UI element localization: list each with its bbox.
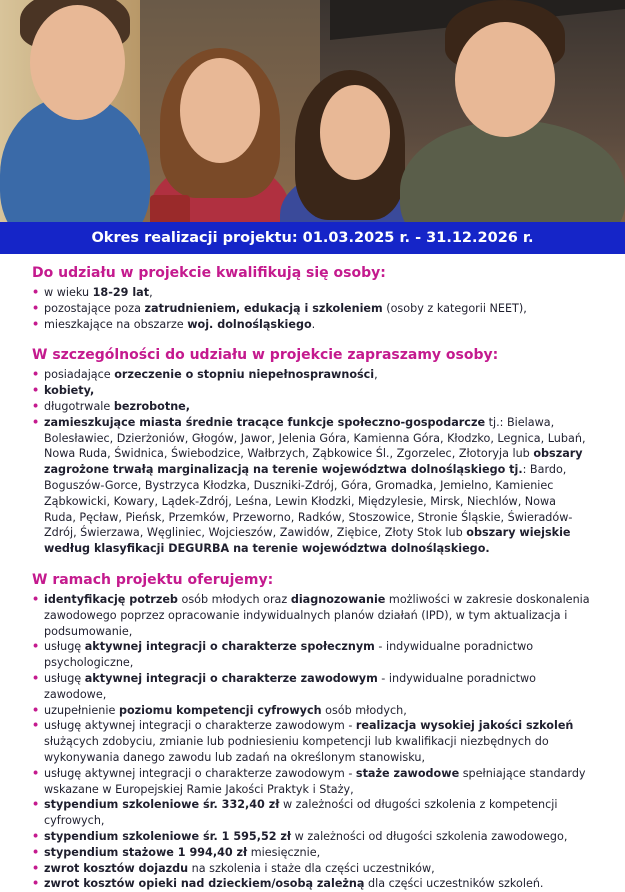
- text: miesięcznie,: [247, 845, 321, 859]
- person-4-face: [455, 22, 555, 137]
- text: usługę aktywnej integracji o charakterze zawodowym -: [44, 719, 356, 733]
- list-item: [32, 285, 591, 301]
- project-period-banner: Okres realizacji projektu: 01.03.2025 r. - 31.12.2026 r.: [0, 222, 625, 254]
- content: [0, 254, 625, 892]
- person-3-face: [320, 85, 390, 180]
- text: usługę aktywnej integracji o charakterze zawodowym -: [44, 766, 356, 780]
- priority-section: [32, 346, 591, 557]
- list-item: [32, 671, 591, 703]
- text: służących zdobyciu, zmianie lub podniesieniu kompetencji lub kwalifikacji niezbędnych do wykonywania danego zawodu lub zadań na określonym stanowisku,: [44, 735, 549, 764]
- offer-list: [32, 592, 591, 892]
- text: usługę: [44, 640, 85, 654]
- text: spełniające standardy wskazane w Europejskiej Ramie Jakości Praktyk i Staży,: [44, 766, 586, 796]
- list-item: [32, 383, 591, 399]
- bold-text: realizacja wysokiej jakości szkoleń: [355, 719, 574, 733]
- text: w zależności od długości szkolenia zawodowego,: [291, 829, 568, 843]
- priority-title: W szczególności do udziału w projekcie zapraszamy osoby:: [32, 347, 499, 364]
- bold-text: obszary zagrożone trwałą marginalizacją na terenie województwa dolnośląskiego tj.: [44, 447, 583, 477]
- bold-text: aktywnej integracji o charakterze społecznym: [84, 640, 375, 654]
- eligibility-section: [32, 264, 591, 332]
- bold-text: zwrot kosztów opieki nad dzieckiem/osobą zależną: [44, 877, 365, 891]
- text: dla części uczestników szkoleń.: [364, 877, 544, 891]
- offer-title: W ramach projektu oferujemy:: [32, 571, 274, 588]
- person-2-face: [180, 58, 260, 163]
- text: .: [311, 317, 316, 331]
- text: - indywidualne poradnictwo zawodowe,: [44, 671, 536, 701]
- list-item: [32, 829, 591, 845]
- bold-text: bezrobotne,: [113, 399, 191, 413]
- bold-text: woj. dolnośląskiego: [187, 317, 312, 331]
- offer-section: [32, 571, 591, 892]
- bold-text: staże zawodowe: [355, 766, 460, 780]
- text: : Bardo, Boguszów-Gorce, Bystrzyca Kłodzka, Duszniki-Zdrój, Góra, Gromadka, Jemielno, Kamieniec Ząbkowicki, Kowary, Lądek-Zdrój, Leśna, Lewin Kłodzki, Międzylesie, Mirsk, Niechlów, Nowa Ruda, Pęcław, Pieńsk, Przemków, Przeworno, Radków, Stoszowice, Stronie Śląskie, Świeradów-Zdrój, Świerzawa, Węgliniec, Wojcieszów, Zawidów, Ziębice, Złoty Stok lub: [44, 463, 573, 540]
- text: na szkolenia i staże dla części uczestników,: [188, 861, 435, 875]
- list-item: [32, 639, 591, 671]
- bold-text: 18-29 lat: [92, 286, 150, 299]
- text: usługę: [44, 671, 85, 685]
- person-1-face: [30, 5, 125, 120]
- text: ,: [374, 368, 378, 382]
- eligibility-list: [32, 285, 591, 332]
- text: długotrwale: [44, 399, 114, 413]
- text: (osoby z kategorii NEET),: [382, 301, 527, 315]
- bold-text: poziomu kompetencji cyfrowych: [118, 703, 322, 717]
- list-item: [32, 845, 591, 861]
- coffee-cup: [150, 195, 190, 222]
- bold-text: identyfikację potrzeb: [44, 592, 178, 606]
- bold-text: zwrot kosztów dojazdu: [44, 861, 189, 875]
- text: mieszkające na obszarze: [44, 317, 188, 331]
- list-item: [32, 703, 591, 719]
- priority-list: [32, 367, 591, 557]
- hero-photo: [0, 0, 625, 222]
- text: ,: [149, 286, 153, 299]
- list-item: [32, 876, 591, 892]
- bold-text: zamieszkujące miasta średnie tracące funkcje społeczno-gospodarcze: [44, 415, 486, 429]
- text: w zależności od długości szkolenia z kompetencji cyfrowych,: [44, 798, 558, 828]
- list-item: [32, 797, 591, 829]
- bold-text: diagnozowanie: [290, 592, 386, 606]
- text: uzupełnienie: [44, 703, 119, 717]
- list-item: [32, 415, 591, 557]
- bold-text: orzeczenie o stopniu niepełnosprawności: [114, 368, 375, 382]
- text: osób młodych oraz: [177, 592, 291, 606]
- text: tj.: Bielawa, Bolesławiec, Dzierżoniów, Głogów, Jawor, Jelenia Góra, Kamienna Góra, Kłodzko, Legnica, Lubań, Nowa Ruda, Świdnica, Świebodzice, Wałbrzych, Ząbkowice Śl., Zgorzelec, Złotoryja lub: [44, 415, 586, 461]
- list-item: [32, 861, 591, 877]
- text: posiadające: [44, 368, 115, 382]
- bold-text: kobiety,: [44, 384, 95, 398]
- text: pozostające poza: [44, 301, 145, 315]
- bold-text: stypendium szkoleniowe śr. 332,40 zł: [44, 798, 280, 812]
- text: - indywidualne poradnictwo psychologiczne,: [44, 640, 534, 670]
- list-item: [32, 317, 591, 333]
- text: w wieku: [44, 286, 93, 299]
- list-item: [32, 301, 591, 317]
- list-item: [32, 766, 591, 798]
- eligibility-title: Do udziału w projekcie kwalifikują się osoby:: [32, 265, 386, 281]
- list-item: [32, 592, 591, 639]
- text: osób młodych,: [321, 703, 407, 717]
- list-item: [32, 399, 591, 415]
- bold-text: aktywnej integracji o charakterze zawodowym: [84, 671, 378, 685]
- bold-text: zatrudnieniem, edukacją i szkoleniem: [144, 301, 383, 315]
- bold-text: stypendium szkoleniowe śr. 1 595,52 zł: [44, 829, 292, 843]
- list-item: [32, 718, 591, 765]
- list-item: [32, 367, 591, 383]
- bold-text: stypendium stażowe 1 994,40 zł: [44, 845, 248, 859]
- text: możliwości w zakresie doskonalenia zawodowego poprzez opracowanie indywidualnych planów działań (IPD), w tym aktualizacja i podsumowanie,: [44, 592, 590, 638]
- bold-text: obszary wiejskie według klasyfikacji DEGURBA na terenie województwa dolnośląskiego.: [44, 526, 571, 556]
